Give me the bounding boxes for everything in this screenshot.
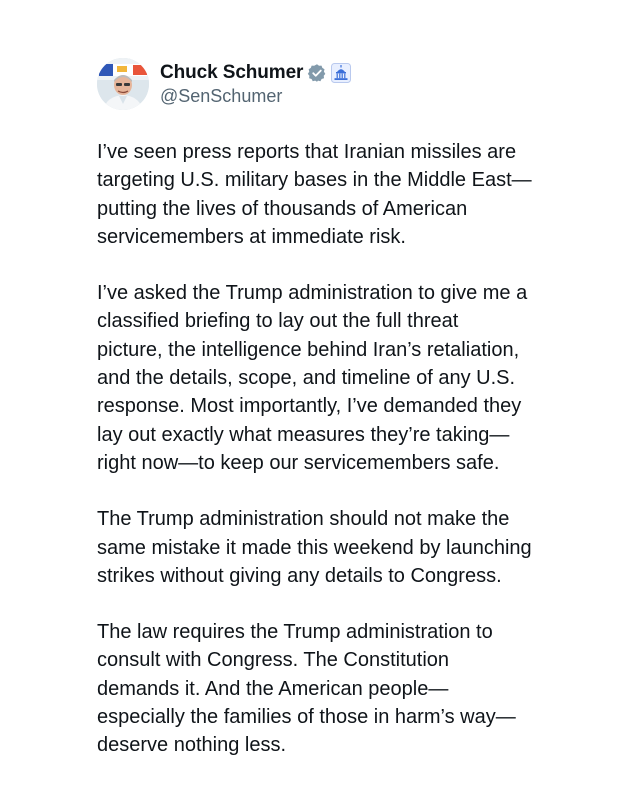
user-handle[interactable]: @SenSchumer [160,86,283,106]
us-capitol-affiliate-icon[interactable] [331,63,351,83]
verified-badge-icon[interactable] [307,63,327,83]
tweet-text [97,138,577,760]
tweet-header [97,56,351,112]
tweet-paragraph: I’ve seen press reports that Iranian missiles are targeting U.S. military bases in the Middle East— putting the lives of thousands of American servicemembers at immediate risk. [97,141,532,248]
profile-photo-icon [97,58,149,110]
tweet-paragraph: The Trump administration should not make the same mistake it made this weekend by launching strikes without giving any details to Congress. [97,508,532,587]
avatar[interactable] [97,58,149,110]
name-row [160,61,351,85]
tweet-paragraph: The law requires the Trump administration to consult with Congress. The Constitution demands it. And the American people— especially the families of those in harm’s way— deserve nothing less. [97,621,516,757]
display-name[interactable]: Chuck Schumer [160,62,304,83]
tweet-paragraph: I’ve asked the Trump administration to give me a classified briefing to lay out the full threat picture, the intelligence behind Iran’s retaliation, and the details, scope, and timeline of any U.S. response. Most importantly, I’ve demanded they lay out exactly what measures they’re taking— right now—to keep our servicemembers safe. [97,282,528,474]
author-names [160,61,351,107]
